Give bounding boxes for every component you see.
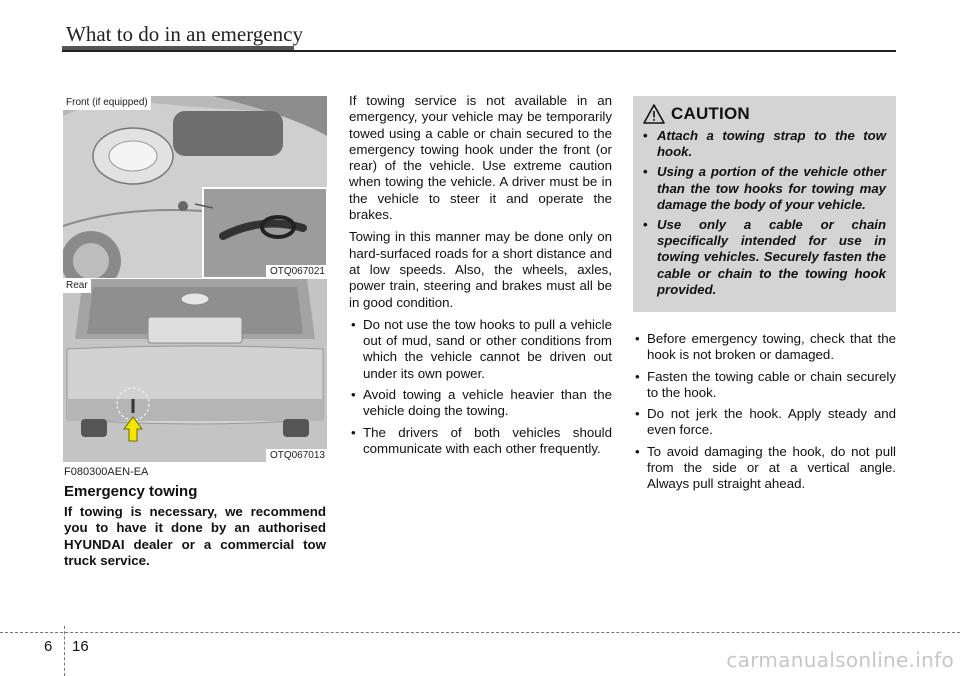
section-code: F080300AEN-EA <box>64 466 149 478</box>
figure-rear-code: OTQ067013 <box>266 449 327 462</box>
figure-rear-tow-hook <box>63 279 327 462</box>
page-header-title: What to do in an emergency <box>66 22 303 46</box>
list-item: • To avoid damaging the hook, do not pull from the side or at a vertical angle. Always pull straight ahead. <box>633 444 896 493</box>
header-rule <box>62 50 896 52</box>
figure-front-tow-hook <box>63 96 327 278</box>
figure-rear-label: Rear <box>63 279 91 293</box>
warning-triangle-icon <box>643 104 665 124</box>
footer-divider <box>64 626 65 676</box>
front-bumper-illustration <box>63 96 327 278</box>
paragraph: If towing service is not available in an emergency, your vehicle may be temporarily towed using a cable or chain secured to the emergency towing hook under the front (or rear) of the vehicle. Use extreme caution when towing the vehicle. A driver must be in the vehicle to steer it and operate the brakes. <box>349 93 612 223</box>
body-column-3 <box>633 331 896 498</box>
watermark: carmanualsonline.info <box>726 648 954 672</box>
caution-title: CAUTION <box>671 104 750 123</box>
caution-item: • Use only a cable or chain specifically intended for use in towing vehicles. Securely fasten the cable or chain to the towing hook provided. <box>643 217 886 298</box>
list-item: • Before emergency towing, check that the hook is not broken or damaged. <box>633 331 896 364</box>
hook-usage-list <box>633 331 896 493</box>
caution-header <box>643 104 886 124</box>
caution-item: • Attach a towing strap to the tow hook. <box>643 128 886 160</box>
figure-front-code: OTQ067021 <box>266 265 327 278</box>
caution-item: • Using a portion of the vehicle other than the tow hooks for towing may damage the body of your vehicle. <box>643 164 886 213</box>
paragraph: Towing in this manner may be done only on hard-surfaced roads for a short distance and at low speeds. Also, the wheels, axles, power train, steering and brakes must all be in good condition. <box>349 229 612 310</box>
footer-rule <box>0 632 960 633</box>
chapter-number: 6 <box>44 638 53 655</box>
towing-warnings-list <box>349 317 612 457</box>
caution-list <box>643 128 886 298</box>
caution-box <box>633 96 896 312</box>
section-lead-paragraph: If towing is necessary, we recommend you to have it done by an authorised HYUNDAI dealer or a commercial tow truck service. <box>64 504 326 568</box>
section-heading: Emergency towing <box>64 483 198 500</box>
list-item: • The drivers of both vehicles should communicate with each other frequently. <box>349 425 612 458</box>
page-number: 16 <box>72 638 89 655</box>
list-item: • Fasten the towing cable or chain securely to the hook. <box>633 369 896 402</box>
list-item: • Avoid towing a vehicle heavier than the vehicle doing the towing. <box>349 387 612 420</box>
list-item: • Do not jerk the hook. Apply steady and even force. <box>633 406 896 439</box>
list-item: • Do not use the tow hooks to pull a vehicle out of mud, sand or other conditions from which the vehicle cannot be driven out under its own power. <box>349 317 612 382</box>
rear-bumper-illustration <box>63 279 327 462</box>
body-column-2 <box>349 93 612 462</box>
figure-front-label: Front (if equipped) <box>63 96 151 110</box>
